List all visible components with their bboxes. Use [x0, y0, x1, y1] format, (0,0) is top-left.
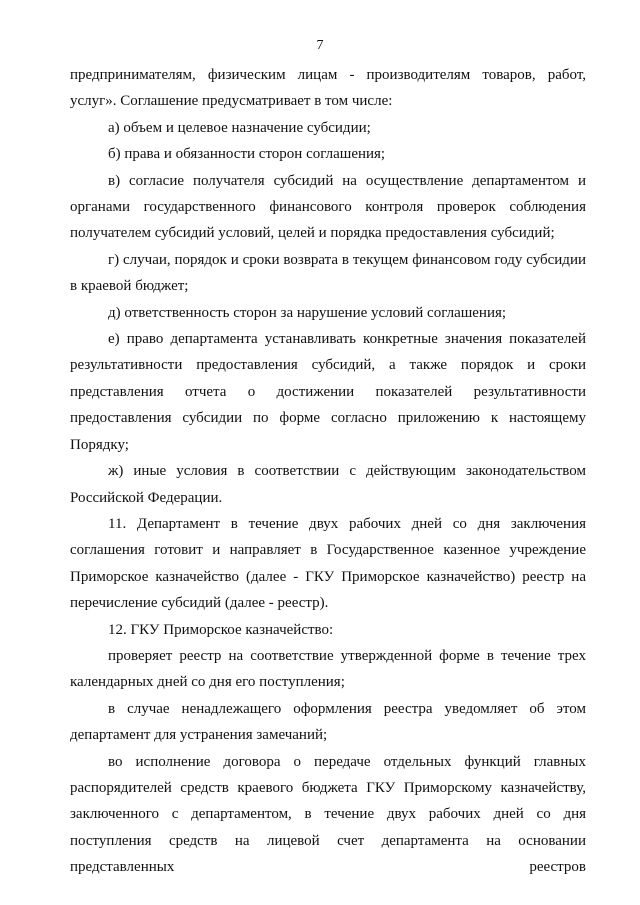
paragraph-item-d: д) ответственность сторон за нарушение условий соглашения; — [108, 304, 507, 321]
paragraph-item-a: а) объем и целевое назначение субсидии; — [108, 119, 371, 136]
paragraph-clause-12-notify: в случае ненадлежащего оформления реестра уведомляет об этом департамент для устранения замечаний; — [70, 700, 586, 744]
paragraph-item-v: в) согласие получателя субсидий на осуществление департаментом и органами государственного финансового контроля проверок соблюдения получателем субсидий условий, целей и порядка предоставления субсидий; — [70, 172, 586, 242]
paragraph-continuation: предпринимателям, физическим лицам - производителям товаров, работ, услуг». Соглашение предусматривает в том числе: — [70, 67, 586, 110]
paragraph-clause-11: 11. Департамент в течение двух рабочих дней со дня заключения соглашения готовит и направляет в Государственное казенное учреждение Приморское казначейство (далее - ГКУ Приморское казначейство) реестр на перечисление субсидий (далее - реестр). — [70, 515, 586, 612]
paragraph-item-b: б) права и обязанности сторон соглашения; — [108, 146, 386, 163]
paragraph-clause-12-transfer: во исполнение договора о передаче отдельных функций главных распорядителей средств краевого бюджета ГКУ Приморскому казначейству, заключенного с департаментом, в течение двух рабочих дней со дня поступления средств на лицевой счет департамента на основании представленных реестров — [70, 753, 586, 876]
paragraph-item-g: г) случаи, порядок и сроки возврата в текущем финансовом году субсидии в краевой бюджет; — [70, 251, 586, 295]
page-number: 7 — [316, 38, 324, 53]
paragraph-clause-12: 12. ГКУ Приморское казначейство: — [108, 621, 334, 638]
document-body — [70, 62, 586, 881]
paragraph-clause-12-check: проверяет реестр на соответствие утвержденной форме в течение трех календарных дней со дня его поступления; — [70, 647, 586, 691]
paragraph-item-zh: ж) иные условия в соответствии с действующим законодательством Российской Федерации. — [70, 463, 586, 506]
paragraph-item-e: е) право департамента устанавливать конкретные значения показателей результативности предоставления субсидий, а также порядок и сроки представления отчета о достижении показателей результативности предоставления субсидии по форме согласно приложению к настоящему Порядку; — [70, 331, 586, 453]
